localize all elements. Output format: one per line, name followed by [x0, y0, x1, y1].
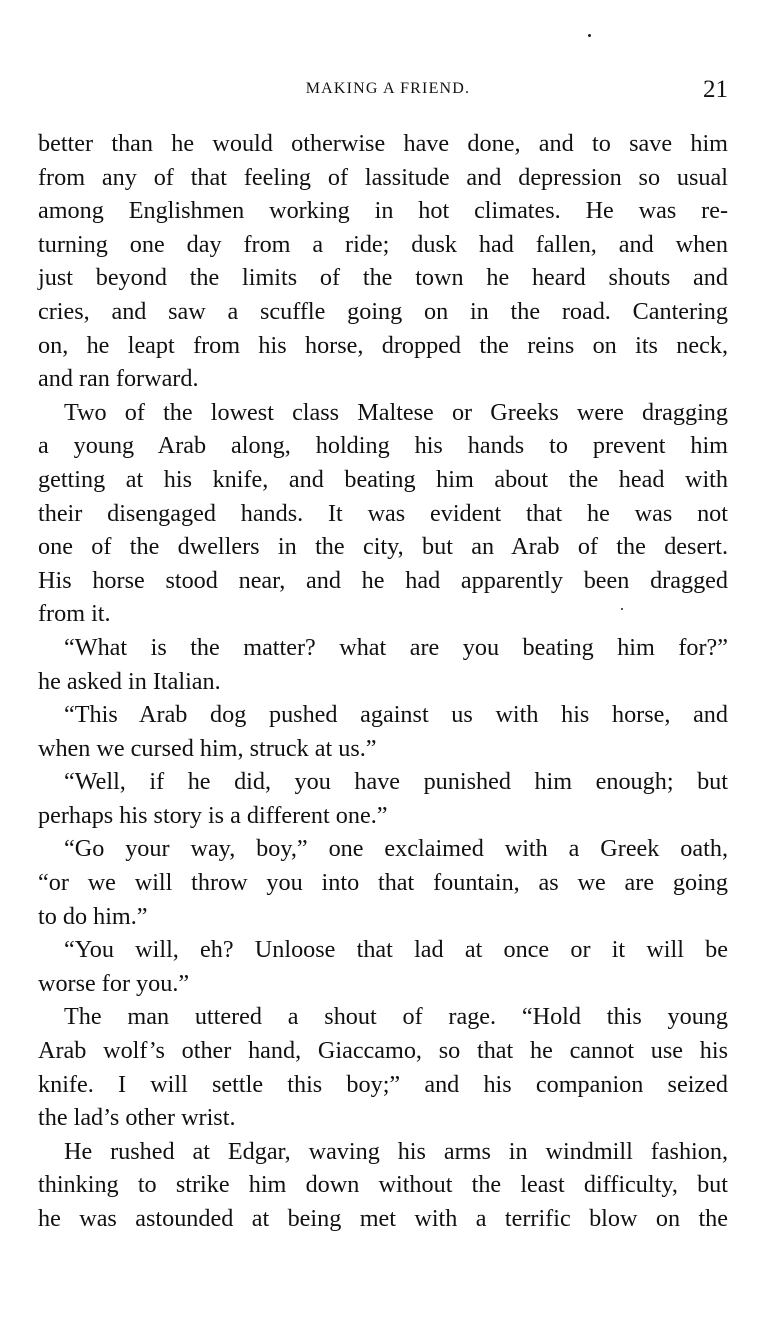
paragraph	[38, 127, 728, 396]
text-line: “This Arab dog pushed against us with his horse, and	[64, 701, 728, 729]
text-line: thinking to strike him down without the least difficulty, but	[38, 1171, 728, 1199]
text-line: cries, and saw a scuffle going on in the road. Cantering	[38, 297, 728, 325]
paragraph	[38, 1000, 728, 1134]
text-line: perhaps his story is a different one.”	[38, 801, 388, 829]
text-line: “What is the matter? what are you beating him for?”	[64, 633, 728, 661]
print-speck	[588, 34, 591, 37]
text-line: The man uttered a shout of rage. “Hold this young	[64, 1003, 728, 1031]
text-line: “or we will throw you into that fountain, as we are going	[38, 869, 728, 897]
paragraph	[38, 396, 728, 631]
text-line: from it.	[38, 600, 111, 628]
paragraph	[38, 631, 728, 698]
text-line: a young Arab along, holding his hands to prevent him	[38, 432, 728, 460]
text-line: Arab wolf’s other hand, Giaccamo, so that he cannot use his	[38, 1037, 728, 1065]
text-line: from any of that feeling of lassitude and depression so usual	[38, 163, 728, 191]
text-line: when we cursed him, struck at us.”	[38, 734, 377, 762]
text-line: getting at his knife, and beating him about the head with	[38, 465, 728, 493]
paragraph	[38, 765, 728, 832]
paragraph	[38, 933, 728, 1000]
text-line: better than he would otherwise have done, and to save him	[38, 130, 728, 157]
paragraph	[38, 832, 728, 933]
text-line: the lad’s other wrist.	[38, 1104, 236, 1132]
text-line: He rushed at Edgar, waving his arms in windmill fashion,	[64, 1137, 728, 1165]
text-line: he asked in Italian.	[38, 667, 221, 695]
text-line: just beyond the limits of the town he heard shouts and	[38, 264, 728, 292]
text-line: His horse stood near, and he had apparently been dragged	[38, 566, 728, 594]
text-line: knife. I will settle this boy;” and his companion seized	[38, 1070, 728, 1098]
text-line: and ran forward.	[38, 365, 199, 393]
text-line: turning one day from a ride; dusk had fallen, and when	[38, 230, 728, 258]
page-number: 21	[703, 76, 728, 103]
paragraph	[38, 698, 728, 765]
text-line: their disengaged hands. It was evident that he was not	[38, 499, 728, 527]
running-title: MAKING A FRIEND.	[305, 80, 471, 97]
text-line: Two of the lowest class Maltese or Greeks were dragging	[64, 398, 728, 426]
text-line: he was astounded at being met with a terrific blow on the	[38, 1205, 728, 1232]
text-line: among Englishmen working in hot climates. He was re-	[38, 197, 728, 225]
text-line: one of the dwellers in the city, but an Arab of the desert.	[38, 533, 728, 561]
text-line: “Go your way, boy,” one exclaimed with a Greek oath,	[64, 835, 728, 863]
text-line: on, he leapt from his horse, dropped the reins on its neck,	[38, 331, 728, 359]
body-text	[38, 127, 728, 1236]
text-line: worse for you.”	[38, 969, 190, 997]
page-header	[38, 78, 728, 108]
text-line: “Well, if he did, you have punished him enough; but	[64, 768, 728, 796]
paragraph	[38, 1135, 728, 1236]
text-line: “You will, eh? Unloose that lad at once or it will be	[64, 936, 728, 964]
text-line: to do him.”	[38, 902, 148, 930]
